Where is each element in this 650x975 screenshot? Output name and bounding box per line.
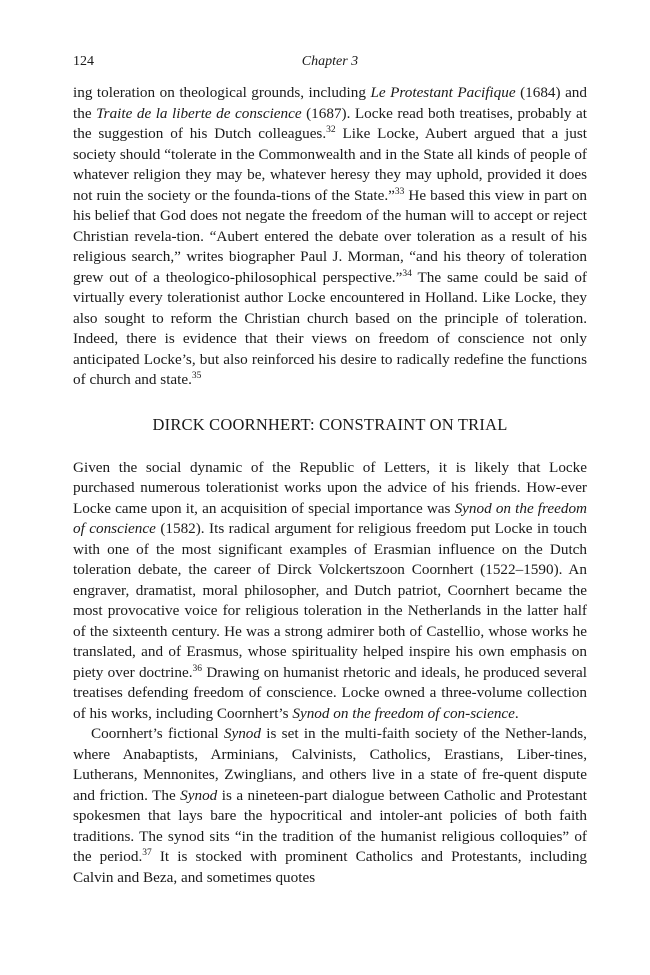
running-head: Chapter 3 — [301, 54, 359, 69]
italic-title: Synod on the freedom of con-science — [292, 704, 515, 722]
italic-title: Le Protestant Pacifique — [370, 84, 516, 101]
footnote-ref-35: 35 — [191, 370, 202, 381]
text-run: He based this view in part on his belief that God does not negate the freedom of the human will to accept or reject Christian revela-tion. “Aubert entered the debate over toleration as a result of his religious search,” writes biographer Paul J. Morman, “and his theory of toleration grew out of a theologico-philosophical perspective.” — [73, 186, 588, 286]
text-run: Coornhert’s fictional — [91, 725, 224, 742]
text-run: Drawing on humanist rhetoric and ideals, he produced several treatises defending freedom of conscience. Locke owned a three-volume collection of his works, including Coornhert’s — [73, 663, 587, 722]
footnote-ref-34: 34 — [402, 268, 412, 279]
footnote-ref-33: 33 — [394, 186, 405, 197]
text-run: . — [514, 704, 519, 722]
text-run: is a nineteen-part dialogue between Catholic and Protestant spokesmen that lays bare the hypocritical and intoler-ant policies of both faith traditions. The synod sits “in the tradition of the humanist religious colloquies” of the period. — [73, 786, 587, 865]
paragraph-2 — [73, 458, 587, 725]
italic-title: Synod — [223, 725, 261, 742]
footnote-ref-32: 32 — [326, 124, 336, 135]
text-run: is set in the multi-faith society of the Nether-lands, where Anabaptists, Arminians, Calvinists, Catholics, Erastians, Liber-tines, Lutherans, Mennonites, Zwinglians, and others live in a state of fre-quent dispute and friction. The — [73, 725, 587, 804]
paragraph-3 — [73, 724, 587, 888]
italic-title: Traite de la liberte de conscience — [96, 104, 302, 122]
book-page — [73, 52, 587, 888]
section-heading: DIRCK COORNHERT: CONSTRAINT ON TRIAL — [152, 414, 508, 434]
text-run: ing toleration on theological grounds, including — [73, 84, 371, 101]
footnote-ref-36: 36 — [192, 663, 203, 674]
text-run: Given the social dynamic of the Republic of Letters, it is likely that Locke purchased numerous tolerationist works upon the advice of his friends. How-ever Locke came upon it, an acquisition of special importance was — [73, 458, 587, 517]
paragraph-1 — [73, 83, 587, 391]
text-run: The same could be said of virtually every tolerationist author Locke encountered in Holland. Like Locke, they also sought to reform the Christian church based on the principle of toleration. Indeed, there is evidence that their views on freedom of conscience not only anticipated Locke’s, but also reinforced his desire to radically redefine the functions of church and state. — [73, 268, 587, 388]
italic-title: Synod on the freedom of conscience — [73, 499, 588, 537]
text-run: (1687). Locke read both treatises, probably at the suggestion of his Dutch colleagues. — [73, 104, 587, 142]
body-text — [73, 83, 587, 888]
page-number: 124 — [73, 54, 94, 69]
footnote-ref-37: 37 — [142, 847, 152, 858]
italic-title: Synod — [180, 786, 218, 804]
text-run: (1582). Its radical argument for religious freedom put Locke in touch with one of the most significant examples of Erasmian influence on the Dutch toleration debate, the career of Dirck Volckertszoon Coornhert (1522–1590). An engraver, dramatist, moral philosopher, and Dutch patriot, Coornhert became the most provocative voice for religious toleration in the Netherlands in the latter half of the sixteenth century. He was a strong admirer both of Castellio, whose works he translated, and of Erasmus, whose spirituality helped inspire his own emphasis on piety over doctrine. — [73, 520, 587, 681]
text-run: Like Locke, Aubert argued that a just society should “tolerate in the Commonwealth and in the State all kinds of people of whatever religion they may be, whatever heresy they may uphold, provided it does not ruin the society or the founda-tions of the State.” — [73, 125, 588, 204]
page-header — [73, 52, 587, 72]
text-run: It is stocked with prominent Catholics and Protestants, including Calvin and Beza, and sometimes quotes — [73, 848, 588, 886]
text-run: (1684) and the — [73, 84, 587, 122]
